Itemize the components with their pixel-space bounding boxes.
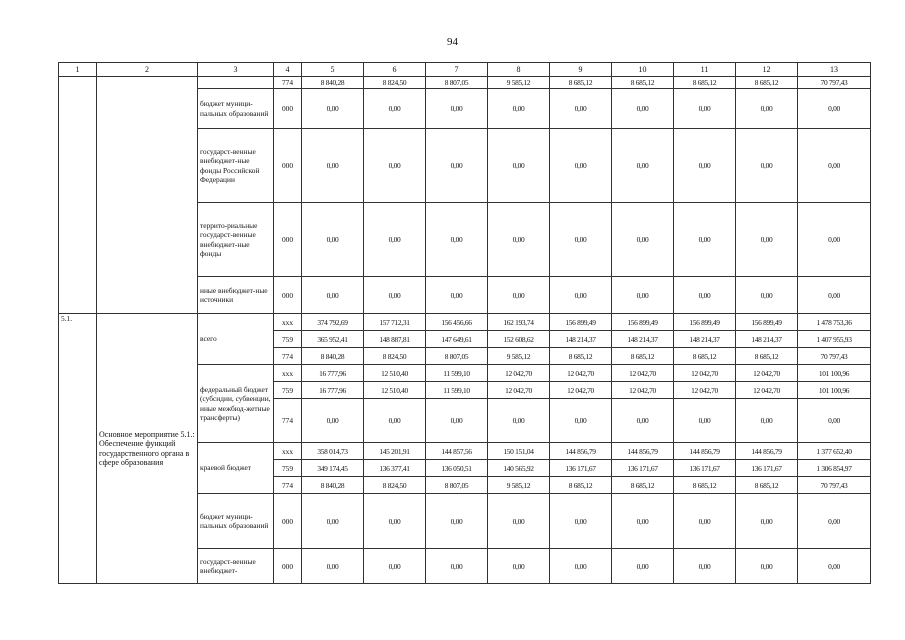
value-cell: 0,00: [798, 549, 871, 584]
budget-table: [58, 62, 871, 584]
value-cell: 12 042,70: [488, 365, 550, 382]
value-cell: 8 824,50: [364, 477, 426, 494]
value-cell: 0,00: [798, 203, 871, 277]
column-number: 1: [59, 63, 97, 77]
value-cell: 0,00: [302, 129, 364, 203]
value-cell: 0,00: [612, 129, 674, 203]
value-cell: 0,00: [426, 399, 488, 443]
code-cell: 000: [274, 549, 302, 584]
value-cell: 1 377 652,40: [798, 443, 871, 460]
value-cell: 0,00: [364, 399, 426, 443]
value-cell: 12 042,70: [550, 382, 612, 399]
value-cell: 148 214,37: [550, 331, 612, 348]
value-cell: 12 042,70: [674, 365, 736, 382]
value-cell: 16 777,96: [302, 382, 364, 399]
value-cell: 0,00: [488, 549, 550, 584]
value-cell: 12 510,40: [364, 382, 426, 399]
column-number: 2: [97, 63, 198, 77]
value-cell: 8 807,05: [426, 477, 488, 494]
value-cell: 11 599,10: [426, 365, 488, 382]
column-number: 11: [674, 63, 736, 77]
source-cell: государст-венные внебюджет-ные фонды Российской Федерации: [198, 129, 274, 203]
value-cell: 156 899,49: [612, 314, 674, 331]
value-cell: 157 712,31: [364, 314, 426, 331]
value-cell: 0,00: [736, 89, 798, 129]
value-cell: 144 856,79: [612, 443, 674, 460]
value-cell: 0,00: [798, 494, 871, 549]
value-cell: 0,00: [488, 203, 550, 277]
table-row: [59, 314, 871, 331]
value-cell: 148 214,37: [612, 331, 674, 348]
value-cell: 0,00: [674, 89, 736, 129]
value-cell: 0,00: [736, 399, 798, 443]
item-number-cell: [59, 77, 97, 314]
value-cell: 0,00: [364, 89, 426, 129]
value-cell: 0,00: [674, 494, 736, 549]
value-cell: 0,00: [736, 277, 798, 314]
column-number: 8: [488, 63, 550, 77]
value-cell: 0,00: [612, 399, 674, 443]
value-cell: 0,00: [550, 203, 612, 277]
value-cell: 0,00: [736, 494, 798, 549]
value-cell: 0,00: [426, 129, 488, 203]
value-cell: 8 685,12: [736, 77, 798, 89]
value-cell: 8 840,28: [302, 477, 364, 494]
value-cell: 0,00: [612, 549, 674, 584]
value-cell: 12 042,70: [612, 365, 674, 382]
value-cell: 0,00: [426, 277, 488, 314]
value-cell: 156 899,49: [736, 314, 798, 331]
source-cell: иные внебюджет-ные источники: [198, 277, 274, 314]
value-cell: 0,00: [488, 399, 550, 443]
value-cell: 101 100,96: [798, 382, 871, 399]
column-number: 10: [612, 63, 674, 77]
value-cell: 0,00: [674, 399, 736, 443]
value-cell: 0,00: [488, 89, 550, 129]
value-cell: 0,00: [364, 494, 426, 549]
value-cell: 0,00: [674, 203, 736, 277]
value-cell: 70 797,43: [798, 348, 871, 365]
value-cell: 162 193,74: [488, 314, 550, 331]
value-cell: 0,00: [302, 399, 364, 443]
value-cell: 0,00: [426, 203, 488, 277]
value-cell: 8 685,12: [612, 77, 674, 89]
value-cell: 136 171,67: [612, 460, 674, 477]
value-cell: 156 456,66: [426, 314, 488, 331]
code-cell: xxx: [274, 314, 302, 331]
value-cell: 144 856,79: [736, 443, 798, 460]
value-cell: 150 151,04: [488, 443, 550, 460]
value-cell: 8 685,12: [612, 348, 674, 365]
code-cell: xxx: [274, 365, 302, 382]
value-cell: 0,00: [364, 277, 426, 314]
value-cell: 0,00: [798, 399, 871, 443]
value-cell: 8 824,50: [364, 348, 426, 365]
value-cell: 12 042,70: [612, 382, 674, 399]
value-cell: 8 685,12: [674, 348, 736, 365]
value-cell: 0,00: [674, 277, 736, 314]
value-cell: 1 478 753,36: [798, 314, 871, 331]
value-cell: 144 856,79: [550, 443, 612, 460]
value-cell: 148 887,81: [364, 331, 426, 348]
source-cell: [198, 77, 274, 89]
source-cell: краевой бюджет: [198, 443, 274, 494]
header-row: [59, 63, 871, 77]
column-number: 9: [550, 63, 612, 77]
value-cell: 1 407 955,93: [798, 331, 871, 348]
column-number: 13: [798, 63, 871, 77]
code-cell: 774: [274, 399, 302, 443]
value-cell: 12 042,70: [488, 382, 550, 399]
code-cell: 000: [274, 129, 302, 203]
code-cell: 774: [274, 77, 302, 89]
value-cell: 12 042,70: [550, 365, 612, 382]
value-cell: 136 377,41: [364, 460, 426, 477]
code-cell: 000: [274, 494, 302, 549]
item-title-cell: Основное мероприятие 5.1.: Обеспечение функций государственного органа в сфере образования: [97, 314, 198, 584]
value-cell: 11 599,10: [426, 382, 488, 399]
value-cell: 136 171,67: [736, 460, 798, 477]
value-cell: 12 042,70: [674, 382, 736, 399]
value-cell: 358 014,73: [302, 443, 364, 460]
column-number: 7: [426, 63, 488, 77]
value-cell: 0,00: [612, 277, 674, 314]
value-cell: 0,00: [612, 494, 674, 549]
value-cell: 0,00: [612, 89, 674, 129]
value-cell: 0,00: [798, 129, 871, 203]
source-cell: террито-риальные государст-венные внебюджет-ные фонды: [198, 203, 274, 277]
value-cell: 0,00: [302, 494, 364, 549]
value-cell: 152 608,62: [488, 331, 550, 348]
source-cell: всего: [198, 314, 274, 365]
source-cell: бюджет муници-пальных образований: [198, 494, 274, 549]
value-cell: 0,00: [364, 129, 426, 203]
value-cell: 0,00: [426, 89, 488, 129]
value-cell: 101 100,96: [798, 365, 871, 382]
value-cell: 0,00: [550, 277, 612, 314]
value-cell: 0,00: [550, 89, 612, 129]
value-cell: 8 685,12: [736, 348, 798, 365]
code-cell: 759: [274, 331, 302, 348]
value-cell: 8 840,28: [302, 348, 364, 365]
value-cell: 0,00: [736, 203, 798, 277]
value-cell: 156 899,49: [674, 314, 736, 331]
value-cell: 136 171,67: [674, 460, 736, 477]
value-cell: 70 797,43: [798, 77, 871, 89]
column-number: 12: [736, 63, 798, 77]
value-cell: 0,00: [426, 494, 488, 549]
source-cell: федеральный бюджет (субсидии, субвенции, иные межбюд-жетные трансферты): [198, 365, 274, 443]
code-cell: 759: [274, 382, 302, 399]
value-cell: 8 685,12: [674, 477, 736, 494]
value-cell: 8 685,12: [612, 477, 674, 494]
value-cell: 0,00: [736, 549, 798, 584]
value-cell: 9 585,12: [488, 77, 550, 89]
value-cell: 12 042,70: [736, 365, 798, 382]
column-number: 5: [302, 63, 364, 77]
value-cell: 0,00: [550, 549, 612, 584]
table-row: [59, 77, 871, 89]
value-cell: 8 685,12: [674, 77, 736, 89]
value-cell: 0,00: [364, 549, 426, 584]
value-cell: 144 857,56: [426, 443, 488, 460]
value-cell: 9 585,12: [488, 477, 550, 494]
value-cell: 0,00: [550, 494, 612, 549]
value-cell: 0,00: [550, 399, 612, 443]
value-cell: 148 214,37: [674, 331, 736, 348]
value-cell: 12 042,70: [736, 382, 798, 399]
value-cell: 8 685,12: [550, 477, 612, 494]
value-cell: 0,00: [798, 277, 871, 314]
value-cell: 0,00: [488, 494, 550, 549]
value-cell: 0,00: [426, 549, 488, 584]
value-cell: 0,00: [612, 203, 674, 277]
value-cell: 8 807,05: [426, 348, 488, 365]
value-cell: 0,00: [736, 129, 798, 203]
code-cell: 000: [274, 277, 302, 314]
code-cell: 000: [274, 89, 302, 129]
value-cell: 0,00: [798, 89, 871, 129]
value-cell: 8 685,12: [736, 477, 798, 494]
value-cell: 144 856,79: [674, 443, 736, 460]
value-cell: 0,00: [488, 277, 550, 314]
source-cell: бюджет муници-пальных образований: [198, 89, 274, 129]
value-cell: 0,00: [488, 129, 550, 203]
value-cell: 136 171,67: [550, 460, 612, 477]
value-cell: 8 685,12: [550, 77, 612, 89]
value-cell: 0,00: [364, 203, 426, 277]
value-cell: 8 685,12: [550, 348, 612, 365]
column-number: 4: [274, 63, 302, 77]
value-cell: 136 050,51: [426, 460, 488, 477]
value-cell: 8 840,28: [302, 77, 364, 89]
value-cell: 374 792,69: [302, 314, 364, 331]
item-title-cell: [97, 77, 198, 314]
code-cell: 774: [274, 348, 302, 365]
value-cell: 12 510,40: [364, 365, 426, 382]
value-cell: 16 777,96: [302, 365, 364, 382]
code-cell: 774: [274, 477, 302, 494]
code-cell: 000: [274, 203, 302, 277]
value-cell: 0,00: [302, 203, 364, 277]
value-cell: 8 824,50: [364, 77, 426, 89]
value-cell: 70 797,43: [798, 477, 871, 494]
value-cell: 0,00: [302, 549, 364, 584]
value-cell: 9 585,12: [488, 348, 550, 365]
page-number: 94: [447, 36, 458, 48]
code-cell: xxx: [274, 443, 302, 460]
column-number: 3: [198, 63, 274, 77]
value-cell: 349 174,45: [302, 460, 364, 477]
source-cell: государст-венные внебюджет-: [198, 549, 274, 584]
value-cell: 0,00: [302, 89, 364, 129]
value-cell: 0,00: [674, 549, 736, 584]
value-cell: 0,00: [302, 277, 364, 314]
value-cell: 156 899,49: [550, 314, 612, 331]
value-cell: 0,00: [550, 129, 612, 203]
value-cell: 8 807,05: [426, 77, 488, 89]
value-cell: 147 649,61: [426, 331, 488, 348]
column-number: 6: [364, 63, 426, 77]
item-number-cell: 5.1.: [59, 314, 97, 584]
value-cell: 1 306 854,97: [798, 460, 871, 477]
value-cell: 140 565,92: [488, 460, 550, 477]
value-cell: 145 201,91: [364, 443, 426, 460]
value-cell: 365 952,41: [302, 331, 364, 348]
code-cell: 759: [274, 460, 302, 477]
value-cell: 0,00: [674, 129, 736, 203]
value-cell: 148 214,37: [736, 331, 798, 348]
